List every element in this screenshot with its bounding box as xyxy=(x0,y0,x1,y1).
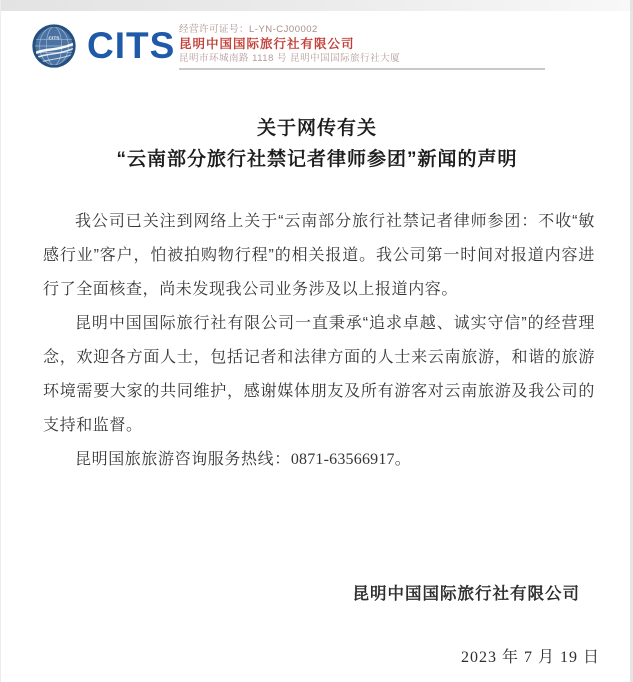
statement-body xyxy=(43,205,595,477)
paragraph-hotline xyxy=(43,443,595,477)
company-address: 昆明市环城南路 1118 号 昆明中国国际旅行社大厦 xyxy=(179,53,401,64)
letterhead-info xyxy=(179,24,545,70)
statement-date: 2023 年 7 月 19 日 xyxy=(460,649,600,666)
business-license-number: 经营许可证号：L-YN-CJ00002 xyxy=(179,24,318,35)
paragraph-company-values: 昆明中国国际旅行社有限公司一直秉承“追求卓越、诚实守信”的经营理念，欢迎各方面人士，包括记者和法律方面的人士来云南旅游，和谐的旅游环境需要大家的共同维护，感谢媒体朋友及所有游客对云南旅游及我公司的支持和监督。 xyxy=(43,315,595,434)
company-name-header: 昆明中国国际旅行社有限公司 xyxy=(179,37,355,51)
cits-wordmark: CITS xyxy=(87,25,176,66)
hotline-label: 昆明国旅旅游咨询服务热线： xyxy=(75,451,291,468)
logo-inner-label: CITS xyxy=(48,36,60,42)
scan-edge-shadow-top xyxy=(1,0,633,11)
signature-company-name: 昆明中国国际旅行社有限公司 xyxy=(352,585,580,603)
title-line-2: “云南部分旅行社禁记者律师参团”新闻的声明 xyxy=(116,149,518,170)
letterhead xyxy=(31,23,593,69)
title-line-1: 关于网传有关 xyxy=(256,118,377,139)
statement-title xyxy=(1,113,633,175)
cits-globe-icon xyxy=(31,23,77,69)
paragraph-report-noticed: 我公司已关注到网络上关于“云南部分旅行社禁记者律师参团：不收“敏感行业”客户，怕被拍购物行程”的相关报道。我公司第一时间对报道内容进行了全面核查，尚未发现我公司业务涉及以上报道内容。 xyxy=(43,213,595,298)
hotline-phone-number: 0871-63566917 xyxy=(290,451,395,468)
hotline-suffix: 。 xyxy=(394,451,412,468)
